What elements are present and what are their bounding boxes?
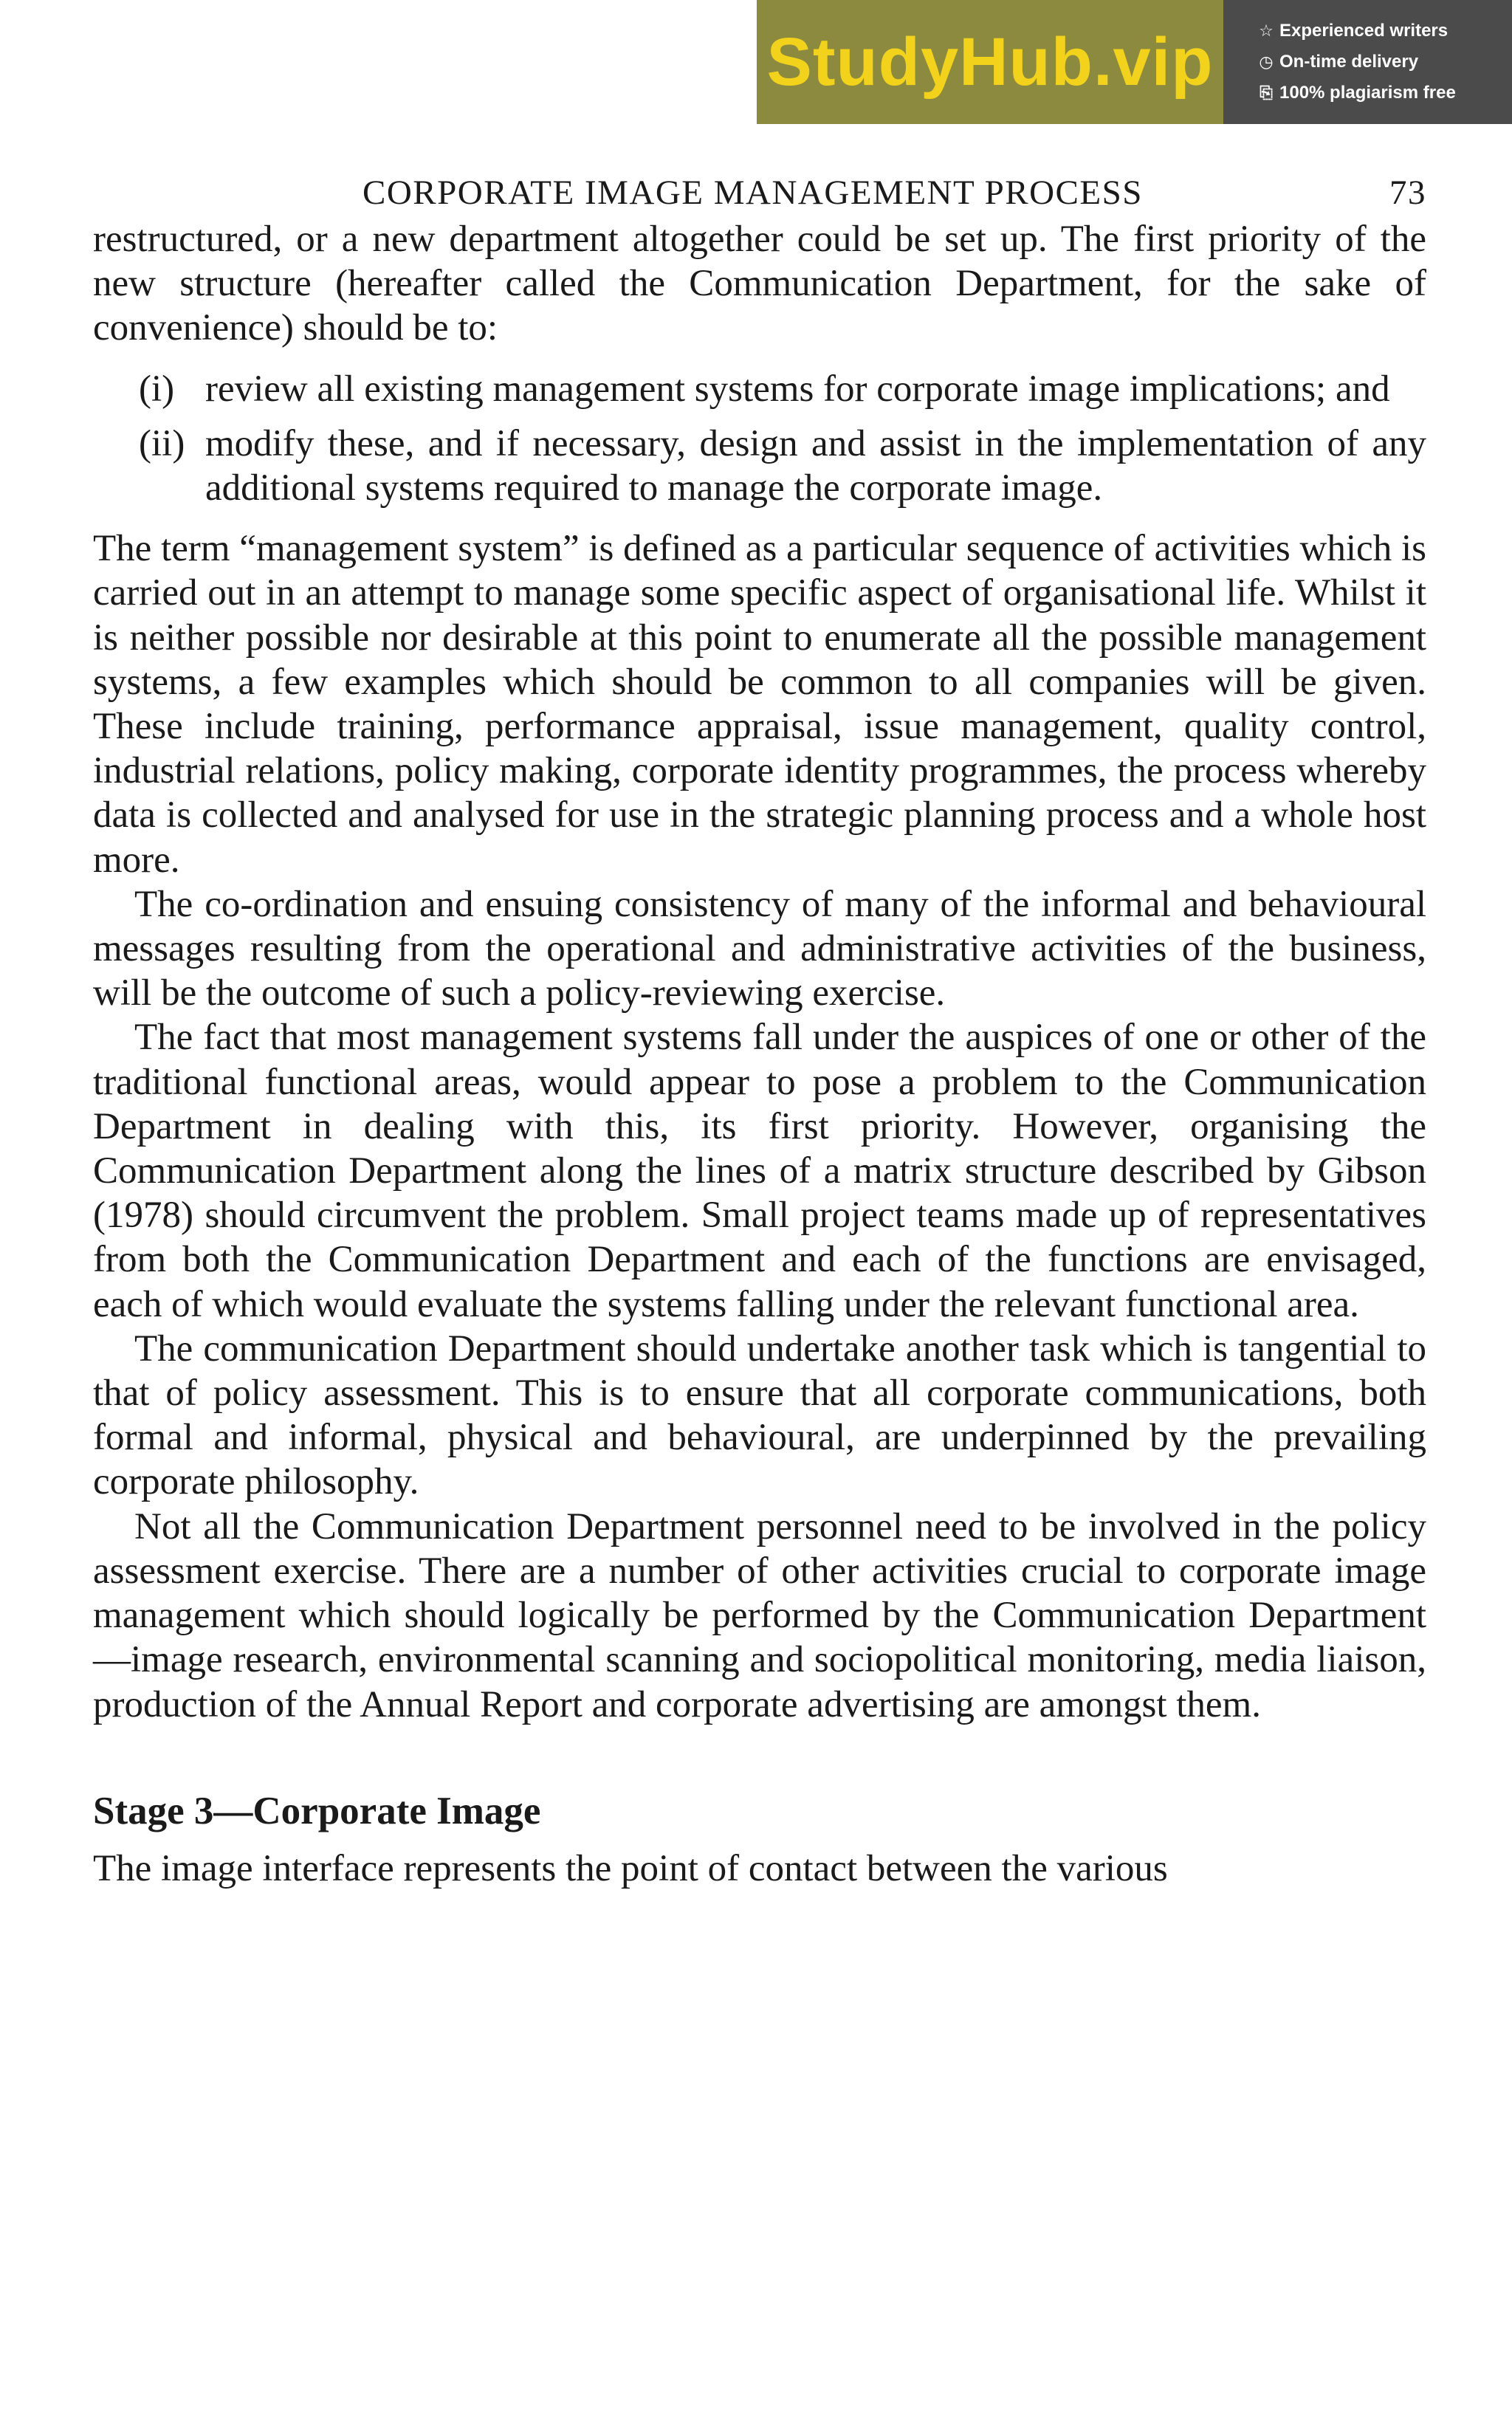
feature-item (1257, 83, 1512, 103)
feature-text: Experienced writers (1279, 21, 1449, 41)
list-item-text: modify these, and if necessary, design and assist in the implementation of any additional systems required to manage the corporate image. (205, 422, 1426, 509)
feature-item (1257, 52, 1512, 72)
paragraph: Not all the Communication Department personnel need to be involved in the policy assessment exercise. There are a number of other activities crucial to corporate image management which should logically be performed by the Communication Department—image research, environmental scanning and sociopolitical monitoring, media liaison, production of the Annual Report and corporate advertising are amongst them. (93, 1505, 1426, 1725)
page-number: 73 (1389, 174, 1426, 212)
clock-icon: ◷ (1259, 52, 1274, 71)
list-item (93, 367, 1426, 411)
running-header (93, 162, 1426, 217)
document-icon: ⎘ (1260, 83, 1273, 102)
paragraph: restructured, or a new department altogether could be set up. The first priority of the new structure (hereafter called the Communication Department, for the sake of convenience) should be to: (93, 219, 1426, 349)
section-heading: Stage 3—Corporate Image (93, 1789, 541, 1832)
list-item (93, 422, 1426, 510)
feature-list (1223, 0, 1512, 124)
paragraph: The term “management system” is defined as a particular sequence of activities which is carried out in an attempt to manage some specific aspect of organisational life. Whilst it is neither possible nor desirable at this point to enumerate all the possible management systems, a few examples which should be common to all companies will be given. These include training, performance appraisal, issue management, quality control, industrial relations, policy making, corporate identity programmes, the process whereby data is collected and analysed for use in the strategic planning process and a whole host more. (93, 528, 1426, 881)
paragraph: The co-ordination and ensuing consistency of many of the informal and behavioural messages resulting from the operational and administrative activities of the business, will be the outcome of such a policy-reviewing exercise. (93, 883, 1426, 1014)
list-marker: (ii) (139, 422, 185, 464)
paragraph: The fact that most management systems fall under the auspices of one or other of the traditional functional areas, would appear to pose a problem to the Communication Department in dealing with this, its first priority. However, organising the Communication Department along the lines of a matrix structure described by Gibson (1978) should circumvent the problem. Small project teams made up of representatives from both the Communication Department and each of the functions are envisaged, each of which would evaluate the systems falling under the relevant functional area. (93, 1017, 1426, 1325)
feature-text: 100% plagiarism free (1279, 83, 1456, 103)
list-item-text: review all existing management systems for corporate image implications; and (205, 368, 1390, 410)
book-page (93, 162, 1426, 1891)
paragraph: The image interface represents the point of contact between the various (93, 1847, 1168, 1889)
running-title: CORPORATE IMAGE MANAGEMENT PROCESS (362, 174, 1143, 212)
feature-item (1257, 21, 1512, 41)
brand-name: StudyHub.vip (766, 24, 1214, 100)
paragraph: The communication Department should undertake another task which is tangential to that of policy assessment. This is to ensure that all corporate communications, both formal and informal, physical and behavioural, are underpinned by the prevailing corporate philosophy. (93, 1327, 1426, 1503)
star-outline-icon: ☆ (1259, 21, 1274, 40)
brand-logo (757, 0, 1223, 124)
watermark-banner (757, 0, 1512, 124)
feature-text: On-time delivery (1279, 52, 1419, 72)
numbered-list (93, 367, 1426, 511)
list-marker: (i) (139, 368, 175, 410)
